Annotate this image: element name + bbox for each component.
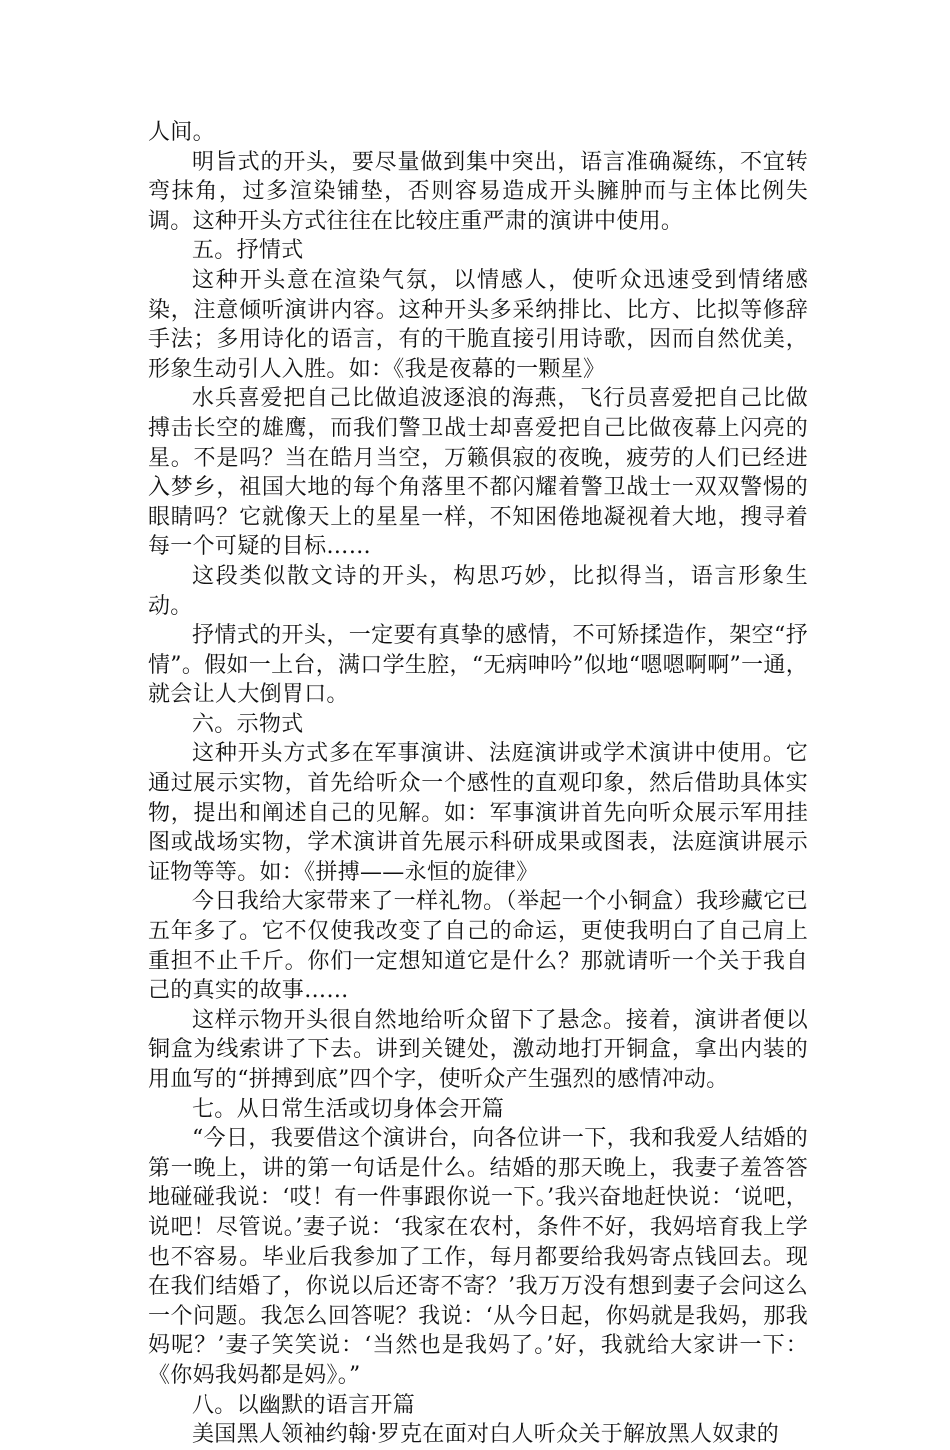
section-heading: 五。抒情式: [192, 238, 304, 264]
section-heading: 六。示物式: [192, 711, 304, 737]
paragraph: 抒情式的开头，一定要有真挚的感情，不可矫揉造作，架空“抒情”。假如一上台，满口学生腔，“无病呻吟”似地“嗯嗯啊啊”一通，就会让人大倒胃口。: [148, 623, 808, 708]
paragraph: 这样示物开头很自然地给听众留下了悬念。接着，演讲者便以铜盒为线索讲了下去。讲到关键处，激动地打开铜盒，拿出内装的用血写的“拼搏到底”四个字，使听众产生强烈的感情冲动。: [148, 1007, 808, 1092]
paragraph-quote: 今日我给大家带来了一样礼物。（举起一个小铜盒）我珍藏它已五年多了。它不仅使我改变了自己的命运，更使我明白了自己肩上重担不止千斤。你们一定想知道它是什么？那就请听一个关于我自己的真实的故事……: [148, 889, 808, 1004]
section-heading: 七。从日常生活或切身体会开篇: [192, 1096, 505, 1122]
paragraph: 明旨式的开头，要尽量做到集中突出，语言准确凝练，不宜转弯抹角，过多渲染铺垫，否则容易造成开头臃肿而与主体比例失调。这种开头方式往往在比较庄重严肃的演讲中使用。: [148, 149, 808, 234]
paragraph: 这段类似散文诗的开头，构思巧妙，比拟得当，语言形象生动。: [148, 563, 808, 619]
paragraph-quote: “今日，我要借这个演讲台，向各位讲一下，我和我爱人结婚的第一晚上，讲的第一句话是什么。结婚的那天晚上，我妻子羞答答地碰碰我说：‘哎！有一件事跟你说一下。’我兴奋地赶快说：‘说吧，说吧！尽管说。’妻子说：‘我家在农村，条件不好，我妈培育我上学也不容易。毕业后我参加了工作，每月都要给我妈寄点钱回去。现在我们结婚了，你说以后还寄不寄？’我万万没有想到妻子会问这么一个问题。我怎么回答呢？我说：‘从今日起，你妈就是我妈，那我妈呢？’妻子笑笑说：‘当然也是我妈了。’好，我就给大家讲一下：《你妈我妈都是妈》。”: [148, 1126, 808, 1388]
paragraph-continuation: 人间。: [148, 120, 215, 145]
paragraph: 这种开头方式多在军事演讲、法庭演讲或学术演讲中使用。它通过展示实物，首先给听众一个感性的直观印象，然后借助具体实物，提出和阐述自己的见解。如：军事演讲首先向听众展示军用挂图或战场实物，学术演讲首先展示科研成果或图表，法庭演讲展示证物等等。如：《拼搏——永恒的旋律》: [148, 741, 808, 885]
paragraph: 美国黑人领袖约翰·罗克在面对白人听众关于解放黑人奴隶的: [192, 1422, 780, 1448]
section-heading: 八。以幽默的语言开篇: [192, 1392, 416, 1418]
paragraph: 这种开头意在渲染气氛，以情感人，使听众迅速受到情绪感染，注意倾听演讲内容。这种开头多采纳排比、比方、比拟等修辞手法；多用诗化的语言，有的干脆直接引用诗歌，因而自然优美，形象生动引人入胜。如：《我是夜幕的一颗星》: [148, 267, 808, 382]
document-page: [148, 118, 808, 1450]
paragraph-quote: 水兵喜爱把自己比做追波逐浪的海燕，飞行员喜爱把自己比做搏击长空的雄鹰，而我们警卫战士却喜爱把自己比做夜幕上闪亮的星。不是吗？当在皓月当空，万籁俱寂的夜晚，疲劳的人们已经进入梦乡，祖国大地的每个角落里不都闪耀着警卫战士一双双警惕的眼睛吗？它就像天上的星星一样，不知困倦地凝视着大地，搜寻着每一个可疑的目标……: [148, 386, 808, 560]
